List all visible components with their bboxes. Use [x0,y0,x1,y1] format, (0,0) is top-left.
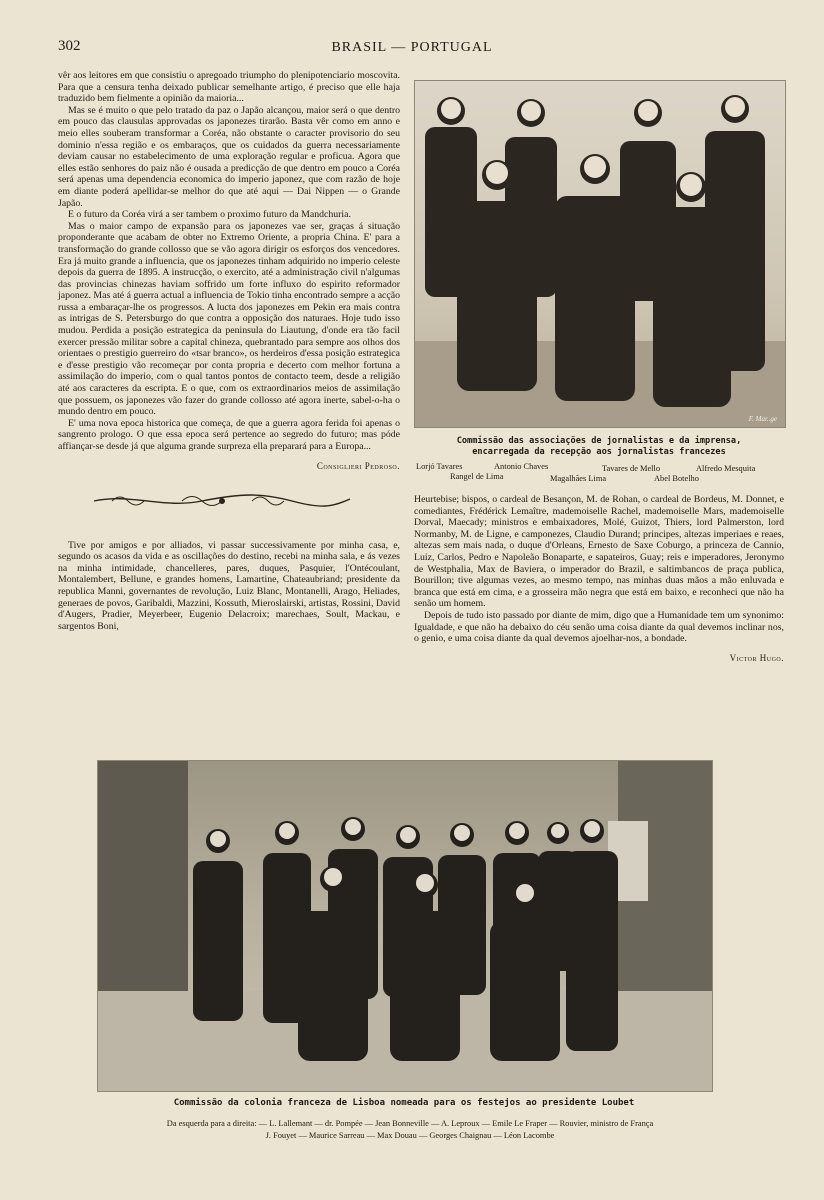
article-paragraph: E' uma nova epoca historica que começa, de que a guerra agora ferida foi apenas o sangrento prologo. O que essa epoca será pertence ao segredo do futuro; mas póde affiançar-se desde já que alguma grande surpreza ella preparará para a Europa... [58,417,400,452]
running-header: BRASIL — PORTUGAL [331,40,493,55]
article-paragraph: E o futuro da Coréa virá a ser tambem o proximo futuro da Mandchuria. [68,209,351,221]
bottom-photo-names [60,1118,760,1142]
top-photo-names [414,462,784,488]
hugo-paragraph-closing: Depois de tudo isto passado por diante de mim, digo que a Humanidade tem um synonimo: Igualdade, e que não ha debaixo do céu senão uma coisa diante da qual devemos inclinar nos, o genio, e uma coisa diante da qual devemos ajoelhar-nos, a bondade. [414,609,784,645]
caption-line: Commissão das associações de jornalistas e da imprensa, [456,436,742,446]
bottom-photo-caption: Commissão da colonia franceza de Lisboa nomeada para os festejos ao presidente Loubet [173,1098,635,1108]
journalists-group-figure [415,81,785,427]
person-name: Antonio Chaves [494,462,549,471]
hugo-signature: Victor Hugo. [729,652,784,663]
photographer-mark: F. Mar..ge [748,415,777,423]
left-column [58,70,400,632]
ornament-divider [92,491,352,511]
french-colony-group-figure [98,761,712,1091]
article-paragraph: Mas o maior campo de expansão para os japonezes vae ser, graças á situação proponderante que acabam de obter no Extremo Oriente, a propria China. E' para a transformação do grande collosso que se vão agora dirigir os esforços dos vencedores. Era já muito grande a influencia, que os japonezes tinham adquirido no imperio celeste depois da guerra de 1895. A instrucção, o exercito, até a administração civil n'algumas das provincias chinezas haviam soffrido um forte influxo do espirito reformador japonez. Mas até á guerra actual a influencia de Tokio tinha encontrado sempre a acção russa a embaraçar-lhe os progressos. A lucta dos japonezes em Pekin era mais contra as intrigas de S. Petersburgo do que contra a opposição dos naturaes. Hoje tudo isso mudou. Perdida a posição estrategica da peninsula do Liautung, d'onde era tão facil exercer pressão militar sobre a capital chineza, quebrantado para sempre aos olhos dos orientaes o prestigio guerreiro do «tsar branco», os herdeiros d'essa posição estrategica e d'esse prestigio vão recomeçar por conta propria e decerto com melhor fortuna a assimilação do imperio, com o qual tantos pontos de contacto teem, desde a religião até aos caracteres da escripta. E o que, com os extraordinarios meios de assimilação que possuem, os japonezes vão fazer do grande collosso até agora inerte, sabel-o-ha o mundo dentro em pouco. [58,220,400,418]
person-name: Abel Botelho [654,474,699,483]
french-colony-photo [97,760,713,1092]
hugo-paragraph-continued: Heurtebise; bispos, o cardeal de Besançon, M. de Rohan, o cardeal de Bordeus, M. Donnet, e comediantes, Frédérick Lemaître, mademoiselle Rachel, mademoiselle Mars, mademoiselle Dorval, Maecady; ministros e embaixadores, Molé, Guizot, Thiers, lord Palmerston, lord Normanby, M. de Ligne, e camponezes, Claudio Durand; principes, altezas imperiaes e reaes, altezas sem mais nada, o duque d'Orleans, Ernesto de Saxe Coburgo, a princeza de Cannio, Luiz, Carlos, Pedro e Napoleão Bonaparte, e sapateiros, Guay; reis e imperadores, Jeronymo de Westphalia, Max de Baviera, o imperador do Brazil, e saltimbancos de praça publica, Bourillon; tive algumas vezes, ao mesmo tempo, nas minhas duas mãos a mão enluvada e branca que está em cima, e a grosseira mão negra que está em baixo, e reconheci que não ha senão um homem. [414,494,784,610]
journalists-photo [414,80,786,428]
person-name: Alfredo Mesquita [696,464,756,473]
names-line: J. Fouyet — Maurice Sarreau — Max Douau — Georges Chaignau — Léon Lacombe [265,1131,555,1140]
right-column [414,80,784,663]
author-signature: Consiglieri Pedroso. [316,460,400,471]
person-name: Magalhães Lima [550,474,607,483]
caption-line: encarregada da recepção aos jornalistas francezes [472,447,726,457]
names-line: Da esquerda para a direita: — L. Lallemant — dr. Pompée — Jean Bonneville — A. Leproux — Emile Le Fraper — Rouvier, ministro de França [166,1119,654,1128]
article-paragraph: vêr aos leitores em que consistiu o apregoado triumpho do plenipotenciario moscovita. Para que a censura tenha deixado publicar semelhante artigo, é preciso que elle haja traduzido bem fielmente a opinião da maioria... [58,70,400,105]
page-number: 302 [58,38,81,54]
top-photo-caption [414,436,784,458]
hugo-paragraph: Tive por amigos e por alliados, vi passar successivamente por minha casa, e, segundo os acasos da vida e as oscillações do destino, recebi na minha sala, e ás vezes na minha intimidade, chancelleres, pares, duques, Pasquier, l'Ontécoulant, Montalembert, Bellune, e grandes homens, Lamartine, Chateaubriand; presidente da republica Manni, governantes de revolução, Luiz Blanc, Montanelli, Arago, Heliades, generaes de povos, Garibaldi, Mazzini, Kossuth, Mieroslairski, artistas, Rossini, David d'Augers, Pradier, Meyerbeer, Eugenio Delacroix; marechaes, Soult, Mackau, e sargentos Boni, [58,539,400,632]
person-name: Rangel de Lima [450,472,504,481]
person-name: Lorjó Tavares [416,462,463,471]
person-name: Tavares de Mello [602,464,661,473]
article-paragraph: Mas se é muito o que pelo tratado da paz o Japão alcançou, maior será o que dentro em pouco das clausulas approvadas os japonezes tirarão. Basta vêr como em anno e meio elles souberam transformar a Coréa, não obstante o caracter provisorio do seu dominio n'essa região e os embaraços, que os cuidados da guerra necessariamente deviam causar no estabelecimento de uma exploração regular e proficua. Agora que elles estão senhores do paiz não é ousada a predicção de que dentro em pouco a Coréa será apenas uma dependencia economica do imperio japonez, que com razão de hoje em diante poderá apellidar-se melhor do que até aqui — Dai Nippen — o Grande Japão. [58,104,400,209]
